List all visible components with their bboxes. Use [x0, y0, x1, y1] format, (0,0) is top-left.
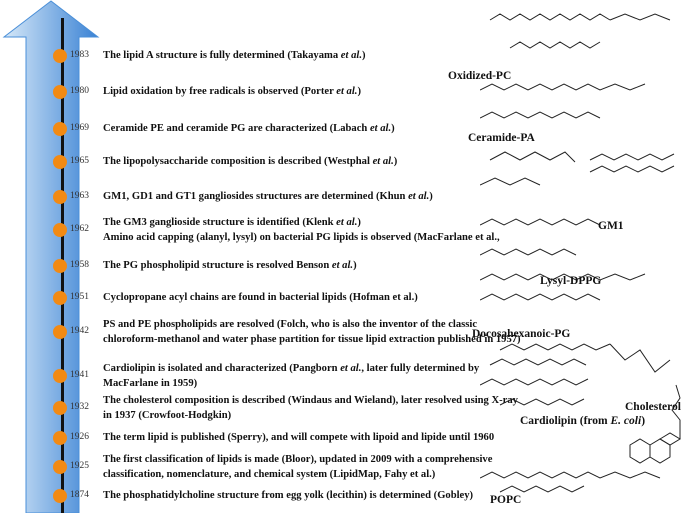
- event-year: 1980: [70, 86, 89, 96]
- event-description: [103, 121, 395, 136]
- label-oxidized-pc: Oxidized-PC: [448, 70, 512, 82]
- event-text-end: ): [353, 260, 357, 271]
- event-year: 1926: [70, 432, 89, 442]
- cardiolipin-structure: [480, 344, 670, 405]
- event-text: The first classification of lipids is made (Bloor), updated in 2009 with a comprehensive: [103, 454, 493, 465]
- event-etal: et al.: [331, 260, 354, 271]
- event-etal: et al.: [369, 123, 392, 134]
- timeline-dot: [53, 401, 67, 415]
- timeline-dot: [53, 291, 67, 305]
- event-text-end: ): [393, 156, 398, 167]
- timeline-dot: [53, 49, 67, 63]
- event-year: 1983: [70, 50, 89, 60]
- event-year: 1941: [70, 370, 89, 380]
- event-text: PS and PE phospholipids are resolved (Folch, who is also the inventor of the classic: [103, 319, 478, 330]
- event-etal: et al.: [336, 217, 358, 228]
- event-year: 1963: [70, 191, 89, 201]
- label-cholesterol: Cholesterol: [625, 401, 682, 413]
- event-text-line2: classification, nomenclature, and chemical system (LipidMap, Fahy et al.): [103, 469, 436, 480]
- event-text-line2: Amino acid capping (alanyl, lysyl) on bacterial PG lipids is observed (MacFarlane et al.,: [103, 232, 500, 243]
- event-description: [103, 258, 357, 273]
- event-description: [103, 317, 521, 347]
- label-popc: POPC: [490, 494, 522, 506]
- event-text: The phosphatidylcholine structure from egg yolk (lecithin) is determined (Gobley): [103, 490, 474, 501]
- event-description: [103, 189, 433, 204]
- timeline-dot: [53, 85, 67, 99]
- timeline-dot: [53, 431, 67, 445]
- event-year: 1958: [70, 260, 89, 270]
- lysyl-dppg-structure: [480, 219, 600, 255]
- oxidized-pc-structure: [490, 14, 670, 48]
- event-text: Ceramide PE and ceramide PG are characterized (Labach: [103, 123, 370, 134]
- cardiolipin-text: Cardiolipin (from: [520, 415, 611, 427]
- event-year: 1969: [70, 123, 89, 133]
- event-text: The term lipid is published (Sperry), and will compete with lipoid and lipide until 1960: [103, 432, 495, 443]
- label-gm1: GM1: [598, 220, 624, 232]
- event-description: [103, 430, 494, 445]
- event-etal: et al.: [340, 50, 362, 61]
- timeline-dot: [53, 259, 67, 273]
- event-text-line2: in 1937 (Crowfoot-Hodgkin): [103, 410, 232, 421]
- event-text-end: ): [357, 86, 361, 97]
- event-description: [103, 215, 500, 245]
- event-etal: et al.: [336, 86, 358, 97]
- event-text-end: ): [429, 191, 433, 202]
- event-year: 1932: [70, 402, 89, 412]
- gm1-structure: [480, 152, 674, 185]
- event-etal: et al.: [340, 363, 362, 374]
- event-etal: et al.: [408, 191, 430, 202]
- event-text: Cyclopropane acyl chains are found in bacterial lipids (Hofman et al.): [103, 292, 418, 303]
- label-cardiolipin: [520, 415, 645, 427]
- label-lysyl-dppg: Lysyl-DPPG: [540, 275, 602, 287]
- event-year: 1962: [70, 224, 89, 234]
- timeline-dot: [53, 190, 67, 204]
- event-description: [103, 452, 492, 482]
- event-description: [103, 488, 473, 503]
- event-year: 1951: [70, 292, 89, 302]
- event-text-end: , later fully determined by: [361, 363, 480, 374]
- label-docosahexanoic-pg: Docosahexanoic-PG: [472, 328, 571, 340]
- cardiolipin-organism: E. coli: [610, 415, 642, 427]
- event-year: 1925: [70, 461, 89, 471]
- timeline-dot: [53, 369, 67, 383]
- timeline-dot: [53, 460, 67, 474]
- event-text-end: ): [357, 217, 361, 228]
- event-text-line2: MacFarlane in 1959): [103, 378, 198, 389]
- ceramide-pa-structure: [480, 84, 645, 118]
- event-etal: et al.: [372, 156, 394, 167]
- event-text-line2: chloroform-methanol and water phase partition for tissue lipid extraction published in 1957): [103, 334, 521, 345]
- event-description: [103, 290, 418, 305]
- event-description: [103, 154, 397, 169]
- event-text-end: ): [361, 50, 366, 61]
- timeline-dot: [53, 223, 67, 237]
- event-text: The GM3 ganglioside structure is identified (Klenk: [103, 217, 337, 228]
- event-year: 1965: [70, 156, 89, 166]
- event-text: GM1, GD1 and GT1 gangliosides structures are determined (Khun: [103, 191, 409, 202]
- event-description: [103, 361, 479, 391]
- cardiolipin-close: ): [641, 415, 646, 427]
- event-description: [103, 84, 361, 99]
- event-year: 1874: [70, 490, 89, 500]
- label-ceramide-pa: Ceramide-PA: [468, 132, 535, 144]
- popc-structure: [480, 472, 660, 492]
- event-text: The lipopolysaccharide composition is described (Westphal: [103, 156, 373, 167]
- timeline-dot: [53, 122, 67, 136]
- timeline-dot: [53, 489, 67, 503]
- timeline-dot: [53, 155, 67, 169]
- event-text: The lipid A structure is fully determined (Takayama: [103, 50, 341, 61]
- event-text: The PG phospholipid structure is resolved Benson: [103, 260, 332, 271]
- event-year: 1942: [70, 326, 89, 336]
- event-text: The cholesterol composition is described (Windaus and Wieland), later resolved using X-ray: [103, 395, 518, 406]
- event-description: [103, 393, 518, 423]
- event-text: Cardiolipin is isolated and characterized (Pangborn: [103, 363, 341, 374]
- event-text-end: ): [391, 123, 395, 134]
- event-text: Lipid oxidation by free radicals is observed (Porter: [103, 86, 337, 97]
- event-description: [103, 48, 366, 63]
- timeline-dot: [53, 325, 67, 339]
